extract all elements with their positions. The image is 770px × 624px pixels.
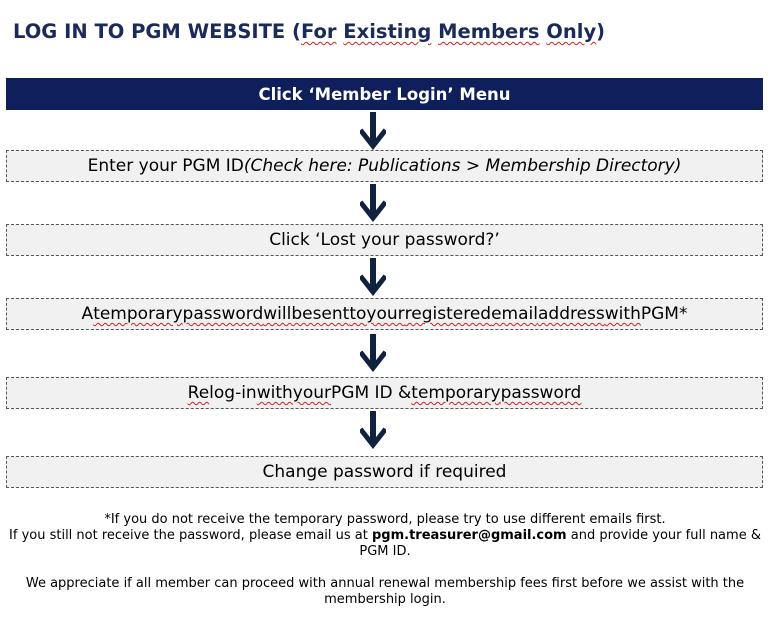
page-title: LOG IN TO PGM WEBSITE (For Existing Members Only) — [13, 20, 606, 43]
footnote — [0, 512, 770, 560]
member-login-header — [6, 78, 763, 110]
note-line: *If you do not receive the temporary password, please try to use different emails first. — [104, 512, 666, 527]
renewal-note — [0, 576, 770, 608]
step-change-password: Change password if required — [6, 456, 763, 488]
arrow-down-icon — [360, 258, 386, 296]
header-label: Click ‘Member Login’ Menu — [258, 84, 511, 104]
arrow-down-icon — [360, 334, 386, 372]
note-line: We appreciate if all member can proceed with annual renewal membership fees first before we assist with the — [25, 576, 745, 591]
arrow-down-icon — [360, 411, 386, 449]
note-line: PGM ID. — [359, 544, 411, 559]
step-enter-pgm-id: Enter your PGM ID (Check here: Publications > Membership Directory) — [6, 150, 763, 182]
step-lost-password: Click ‘Lost your password?’ — [6, 224, 763, 256]
arrow-down-icon — [360, 184, 386, 222]
step-relogin: Re log-in with your PGM ID & temporary password — [6, 377, 763, 409]
arrow-down-icon — [360, 112, 386, 150]
step-temporary-password: A temporary password will be sent to your registered email address with PGM* — [6, 298, 763, 330]
note-line: membership login. — [324, 592, 446, 607]
treasurer-email: pgm.treasurer@gmail.com — [372, 528, 567, 543]
note-line: If you still not receive the password, please email us at pgm.treasurer@gmail.com and provide your full name & — [9, 528, 761, 543]
